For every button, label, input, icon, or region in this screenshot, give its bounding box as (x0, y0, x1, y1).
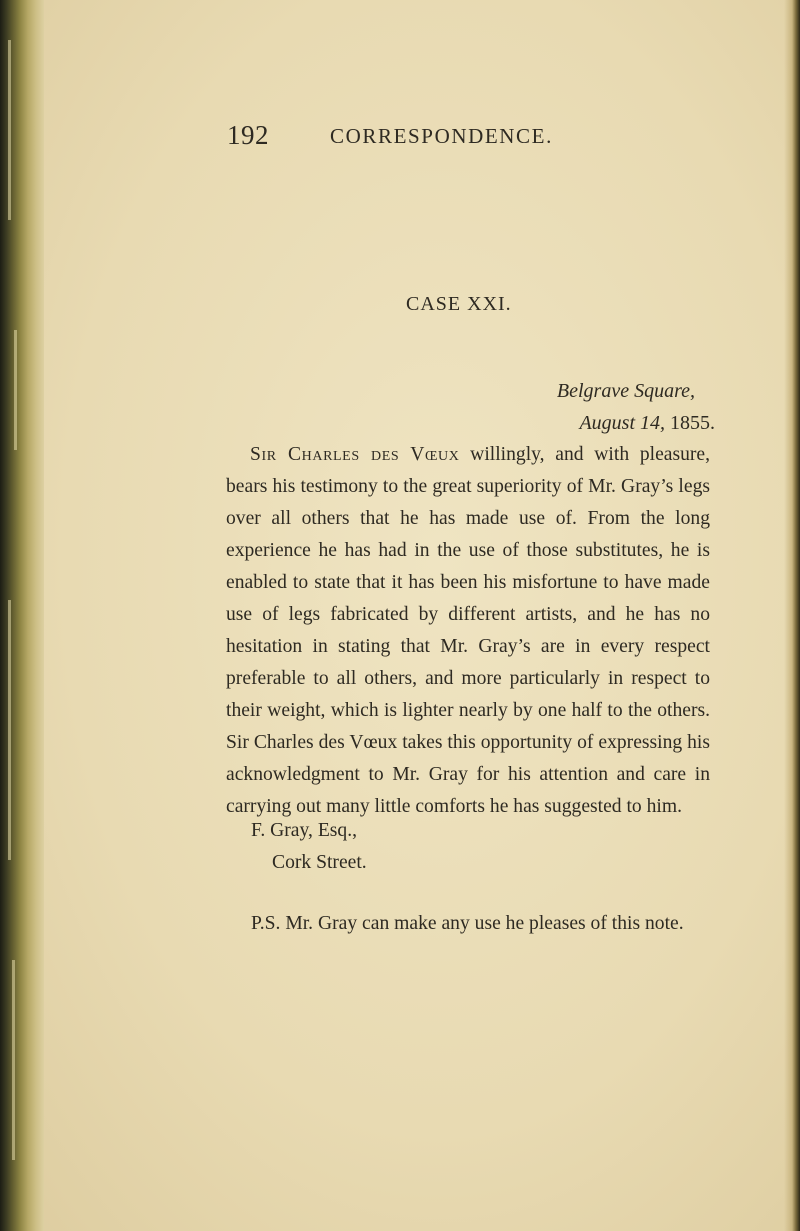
running-head-title: CORRESPONDENCE. (330, 124, 553, 148)
page-number: 192 (227, 120, 269, 150)
addressee-street: Cork Street. (272, 852, 367, 873)
letter-body (226, 439, 710, 823)
address-date: August 14, (579, 412, 665, 434)
address-street: Belgrave Square, (556, 380, 695, 402)
gutter-streak (12, 960, 15, 1160)
gutter-streak (14, 330, 17, 450)
page-right-edge (784, 0, 800, 1231)
letter-sender-name: Sir Charles des Vœux (250, 444, 460, 465)
postscript: P.S. Mr. Gray can make any use he pleases of this note. (251, 913, 684, 934)
address-year: 1855. (670, 412, 715, 434)
addressee-name: F. Gray, Esq., (251, 820, 358, 841)
case-title: CASE XXI. (406, 293, 512, 315)
book-binding-gutter (0, 0, 44, 1231)
running-head (227, 120, 647, 152)
gutter-streak (8, 40, 11, 220)
letter-body-text: willingly, and with pleasure, bears his testimony to the great superiority of Mr. Gray’s legs over all others that he has made use of. From the long experience he has had in the use of those substitutes, he is enabled to state that it has been his misfortune to have made use of legs fabricated by different artists, and he has no hesitation in stating that Mr. Gray’s are in every respect preferable to all others, and more particularly in respect to their weight, which is lighter nearly by one half to the others. Sir Charles des Vœux takes this opportunity of expressing his acknowledgment to Mr. Gray for his attention and care in carrying out many little comforts he has suggested to him. (226, 444, 710, 817)
addressee-block (251, 815, 367, 879)
gutter-streak (8, 600, 11, 860)
letter-address (415, 375, 715, 439)
address-date-line (415, 407, 715, 439)
